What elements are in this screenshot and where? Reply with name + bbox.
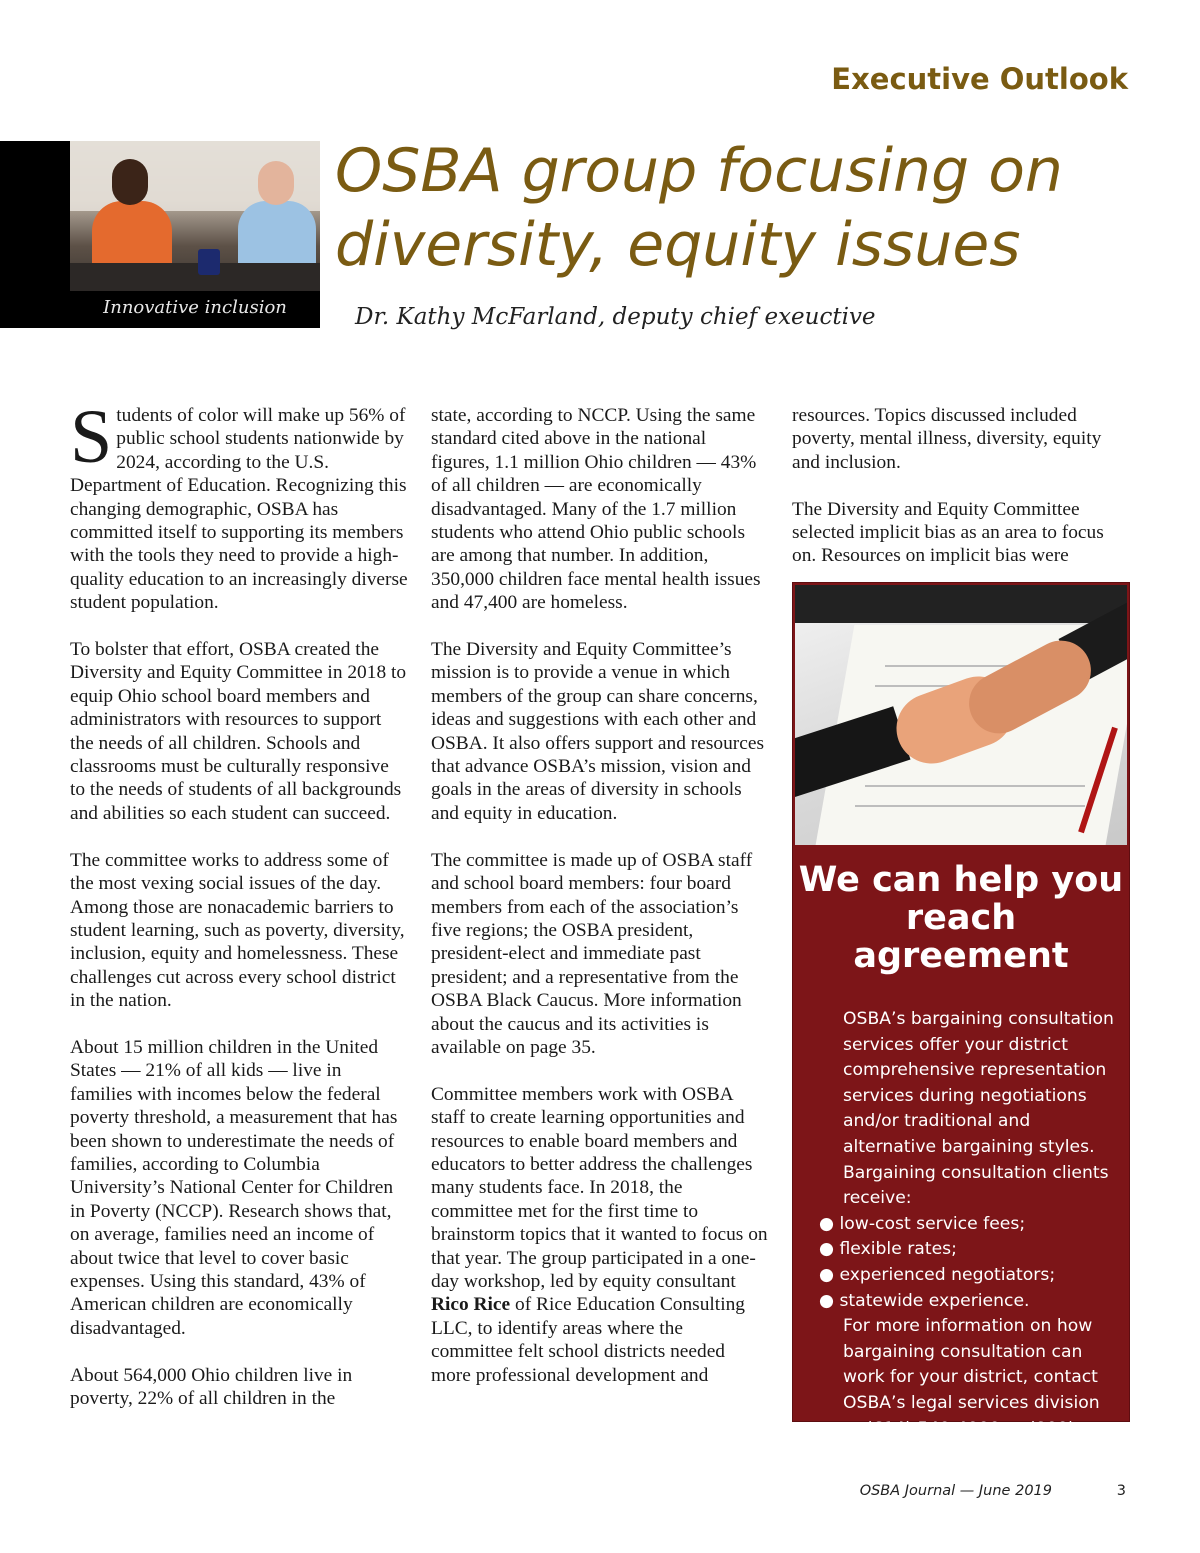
paragraph: The Diversity and Equity Committee selected implicit bias as an area to focus on. Resources on implicit bias were [792, 498, 1104, 567]
paragraph: The committee works to address some of the most vexing social issues of the day. Among those are nonacademic barriers to student learning, such as poverty, diversity, inclusion, equity and homelessness. These challenges cut across every school district in the nation. [70, 849, 405, 1012]
paragraph: About 15 million children in the United States — 21% of all kids — live in families with incomes below the federal poverty threshold, a measurement that has been shown to underestimate the needs of families, according to Columbia University’s National Center for Children in Poverty (NCCP). Research shows that, on average, families need an income of about twice that level to cover basic expenses. Using this standard, 43% of American children are economically disadvantaged. [70, 1036, 398, 1339]
ad-body [819, 1007, 1119, 1468]
paragraph: Committee members work with OSBA staff to create learning opportunities and resources to enable board members and educators to better address the challenges many students face. In 2018, the committee met for the first time to brainstorm topics that it wanted to focus on that year. The group participated in a one-day workshop, led by equity consultant Rico Rice of Rice Education Consulting LLC, to identify areas where the committee felt school districts needed more professional development and [431, 1083, 768, 1386]
ad-list-item: ● low-cost service fees; [819, 1212, 1119, 1238]
column-1 [70, 395, 408, 1434]
paragraph: To bolster that effort, OSBA created the Diversity and Equity Committee in 2018 to equip Ohio school board members and administrators with resources to support the needs of all children. Schools and classrooms must be culturally responsive to the needs of students of all backgrounds and abilities so each student can succeed. [70, 639, 407, 824]
title-line-1: OSBA group focusing on [335, 136, 1063, 206]
byline: Dr. Kathy McFarland, deputy chief exeuctive [355, 304, 876, 330]
ad-list-item: ● flexible rates; [819, 1237, 1119, 1263]
ad-paragraph: OSBA’s bargaining consultation services offer your district comprehensive representation services during negotiations and/or traditional and alternative bargaining styles. [843, 1009, 1114, 1157]
consultant-name: Rico Rice [431, 1294, 511, 1316]
handshake-image [795, 585, 1127, 845]
ad-paragraph: For more information on how bargaining consultation can work for your district, contact OSBA’s legal services division at (614) 540-4000 or (800) 589-OSBA. [843, 1316, 1100, 1465]
paragraph: resources. Topics discussed included poverty, mental illness, diversity, equity and inclusion. [792, 405, 1102, 473]
paragraph: Students of color will make up 56% of public school students nationwide by 2024, according to the U.S. Department of Education. Recognizing this changing demographic, OSBA has committed itself to supporting its members with the tools they need to provide a high-quality education to an increasingly diverse student population. [70, 395, 408, 614]
ad-list-item: ● statewide experience. [819, 1289, 1119, 1315]
page-number: 3 [1116, 1483, 1126, 1499]
photo-caption: Innovative inclusion [103, 297, 287, 318]
ad-list-item: ● experienced negotiators; [819, 1263, 1119, 1289]
article-title [335, 134, 1175, 282]
bargaining-ad [792, 582, 1130, 1465]
section-label: Executive Outlook [831, 62, 1128, 96]
ad-paragraph: Bargaining consultation clients receive: [843, 1162, 1109, 1209]
paragraph: About 564,000 Ohio children live in poverty, 22% of all children in the [70, 1364, 353, 1409]
column-2 [431, 404, 769, 1410]
drop-cap: S [70, 395, 113, 479]
paragraph: The committee is made up of OSBA staff and school board members: four board members from each of the association’s five regions; the OSBA president, president-elect and immediate past president; and a representative from the OSBA Black Caucus. More information about the caucus and its activities is available on page 35. [431, 849, 753, 1058]
meeting-photo [70, 141, 320, 291]
title-line-2: diversity, equity issues [335, 210, 1021, 280]
journal-footer: OSBA Journal — June 2019 [859, 1483, 1052, 1499]
paragraph: state, according to NCCP. Using the same standard cited above in the national figures, 1.1 million Ohio children — 43% of all children — are economically disadvantaged. Many of the 1.7 million students who attend Ohio public schools are among that number. In addition, 350,000 children face mental health issues and 47,400 are homeless. [431, 405, 761, 614]
column-3 [792, 404, 1132, 591]
paragraph: The Diversity and Equity Committee’s mission is to provide a venue in which members of the group can share concerns, ideas and suggestions with each other and OSBA. It also offers support and resources that advance OSBA’s mission, vision and goals in the areas of diversity in schools and equity in education. [431, 639, 764, 824]
ad-title: We can help you reach agreement [798, 860, 1124, 976]
